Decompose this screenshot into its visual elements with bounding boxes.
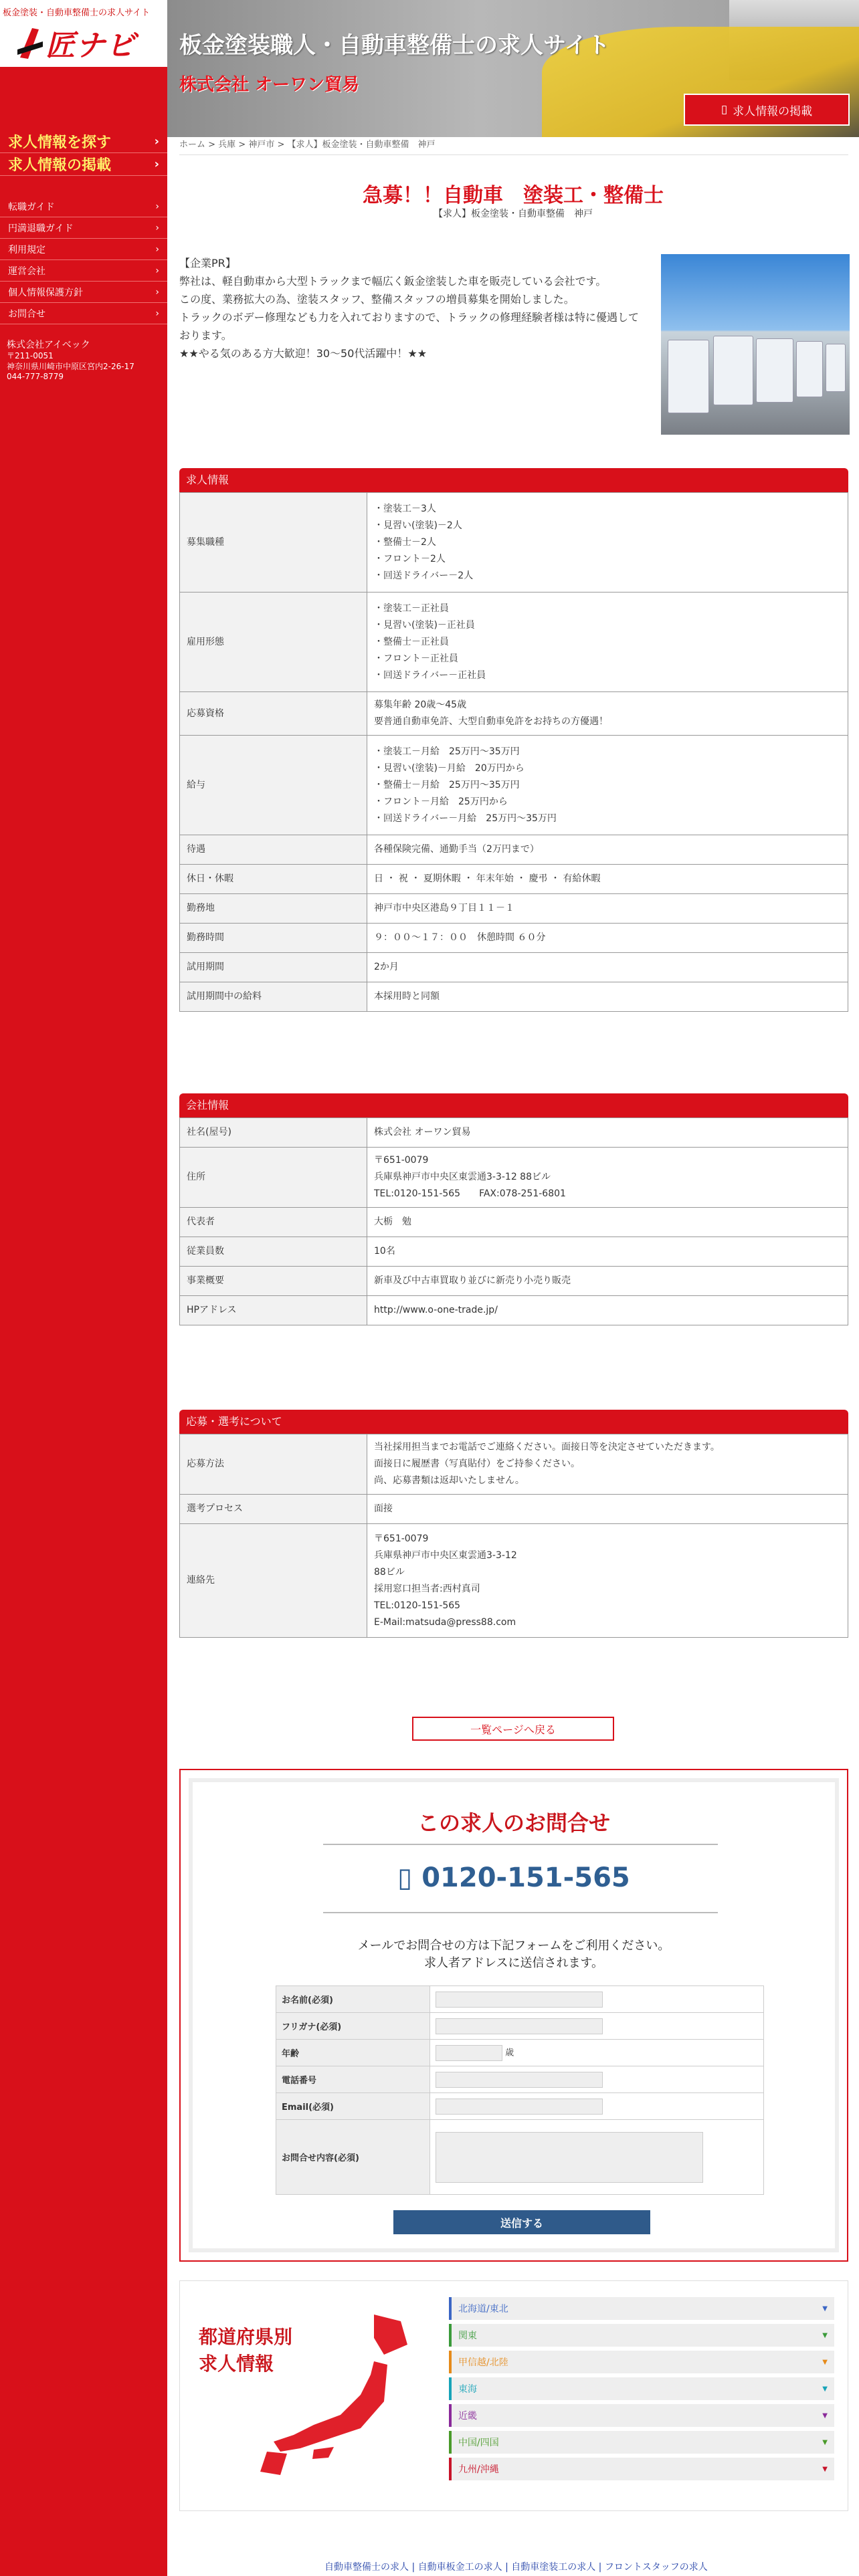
row-label: 事業概要: [180, 1267, 367, 1296]
chevron-right-icon: ›: [155, 222, 159, 233]
pr-heading: 【企業PR】: [179, 257, 236, 270]
value-line: ・整備士－2人: [374, 536, 436, 548]
region-label: 中国/四国: [458, 2438, 499, 2448]
region-item-tokai[interactable]: [449, 2377, 834, 2400]
value-line: 当社採用担当までお電話でご連絡ください。面接日等を決定させていただきます。: [374, 1442, 720, 1453]
region-label: 東海: [458, 2384, 477, 2395]
table-row: [180, 865, 848, 894]
chevron-right-icon: ›: [155, 243, 159, 255]
row-label: 応募資格: [180, 692, 367, 736]
row-value: ９：００～１７：００ 休憩時間 ６０分: [367, 924, 848, 953]
value-line: ・回送ドライバー－2人: [374, 570, 474, 581]
table-row: [180, 953, 848, 982]
breadcrumb[interactable]: ホーム > 兵庫 > 神戸市 > 【求人】板金塗装・自動車整備 神戸: [179, 140, 436, 150]
company-pr: [179, 254, 648, 362]
homepage-link[interactable]: http://www.o-one-trade.jp/: [374, 1305, 498, 1315]
furigana-input[interactable]: [436, 2018, 603, 2034]
table-row: [180, 593, 848, 692]
table-row: [180, 1495, 848, 1524]
value-line: ・塗装工－3人: [374, 503, 436, 514]
chevron-right-icon: ›: [154, 157, 159, 171]
header-banner: [167, 0, 859, 137]
chevron-down-icon: ▼: [822, 2358, 828, 2366]
row-value: 10名: [367, 1237, 848, 1267]
table-row: [180, 1118, 848, 1148]
post-job-button[interactable]: [684, 94, 850, 126]
pr-line: 弊社は、軽自動車から大型トラックまで幅広く鈑金塗装した車を販売している会社です。: [179, 275, 607, 288]
name-input[interactable]: [436, 1992, 603, 2008]
sidebar-item-terms[interactable]: [0, 239, 167, 260]
site-tagline: 板金塗装・自動車整備士の求人サイト: [3, 8, 151, 18]
chevron-down-icon: ▼: [822, 2385, 828, 2393]
breadcrumb-divider: [179, 154, 848, 155]
table-row: [180, 1237, 848, 1267]
value-line: TEL:0120-151-565 FAX:078-251-6801: [374, 1188, 566, 1199]
prefecture-title-line: 都道府県別: [199, 2326, 293, 2348]
chevron-right-icon: ›: [155, 265, 159, 276]
sidebar-search-jobs[interactable]: [0, 130, 167, 153]
operator-info: [0, 324, 167, 383]
value-line: 兵庫県神戸市中央区東雲通3-3-12: [374, 1549, 517, 1561]
sidebar-item-label: 転職ガイド: [8, 201, 55, 213]
footer-links[interactable]: 自動車整備士の求人 | 自動車板金工の求人 | 自動車塗装工の求人 | フロントスタッフの求人: [324, 2562, 708, 2573]
value-line: ・整備士－正社員: [374, 636, 449, 647]
trucks-photo: [661, 254, 850, 435]
logo-mark-icon: [16, 23, 45, 63]
chevron-down-icon: ▼: [822, 2465, 828, 2473]
sidebar-post-jobs-label: 求人情報の掲載: [8, 157, 112, 174]
furigana-label: フリガナ(必須): [276, 2013, 430, 2040]
sidebar-post-jobs[interactable]: [0, 153, 167, 176]
sidebar-item-label: 利用規定: [8, 244, 45, 255]
region-label: 関東: [458, 2331, 477, 2341]
region-item-kyushu-okinawa[interactable]: [449, 2458, 834, 2480]
divider: [323, 1844, 718, 1845]
chevron-right-icon: ›: [155, 201, 159, 212]
region-item-hokkaido-tohoku[interactable]: [449, 2297, 834, 2320]
sidebar: [0, 0, 167, 2576]
table-row: [180, 1148, 848, 1208]
sidebar-item-label: お問合せ: [8, 308, 45, 320]
post-job-button-label: 求人情報の掲載: [733, 104, 813, 118]
row-value: [367, 692, 848, 736]
row-value: [367, 1148, 848, 1208]
operator-tel: 044-777-8779: [7, 372, 64, 382]
operator-name: 株式会社アイベック: [7, 340, 90, 350]
table-row: [180, 1208, 848, 1237]
row-label: 選考プロセス: [180, 1495, 367, 1524]
region-label: 九州/沖縄: [458, 2464, 499, 2475]
contact-phone-number: 0120-151-565: [421, 1862, 630, 1893]
value-line: 88ビル: [374, 1566, 405, 1578]
table-row: [180, 1524, 848, 1638]
value-line: ・見習い(塗装)－2人: [374, 520, 462, 531]
age-unit: 歳: [505, 2048, 514, 2058]
value-line: ・見習い(塗装)－正社員: [374, 619, 475, 631]
operator-zip: 〒211-0051: [7, 351, 54, 361]
value-line: 採用窓口担当者:西村真司: [374, 1583, 480, 1594]
row-label: 勤務時間: [180, 924, 367, 953]
contact-inner: [189, 1778, 839, 2252]
contact-message-line: 求人者アドレスに送信されます。: [423, 1956, 604, 1970]
row-label: 連絡先: [180, 1524, 367, 1638]
value-line: ・塗装工－月給 25万円～35万円: [374, 746, 520, 757]
document-icon: ▯: [721, 103, 728, 116]
sidebar-item-label: 運営会社: [8, 265, 45, 277]
chevron-down-icon: ▼: [822, 2438, 828, 2446]
value-line: 要普通自動車免許、大型自動車免許をお持ちの方優遇！: [374, 716, 608, 727]
row-value: [367, 593, 848, 692]
row-value: [367, 1434, 848, 1495]
chevron-right-icon: ›: [154, 134, 159, 148]
site-logo[interactable]: [16, 20, 150, 66]
sidebar-item-resign-guide[interactable]: [0, 217, 167, 239]
back-to-list-button[interactable]: 一覧ページへ戻る: [412, 1717, 614, 1741]
region-label: 北海道/東北: [458, 2304, 508, 2315]
japan-map-icon: [240, 2308, 414, 2482]
sidebar-item-contact[interactable]: [0, 303, 167, 324]
operator-address: 神奈川県川崎市中原区宮内2-26-17: [7, 361, 134, 371]
table-row: [180, 835, 848, 865]
table-row: [180, 1296, 848, 1325]
row-label: 従業員数: [180, 1237, 367, 1267]
value-line: ・回送ドライバー－月給 25万円～35万円: [374, 813, 557, 824]
table-row: [180, 493, 848, 593]
phone-icon: ▯: [397, 1862, 413, 1893]
row-label: 試用期間中の給料: [180, 982, 367, 1012]
table-row: [180, 692, 848, 736]
job-info-table: [179, 492, 848, 1012]
row-value: 各種保険完備、通勤手当（2万円まで）: [367, 835, 848, 865]
chevron-right-icon: ›: [155, 308, 159, 319]
job-info-heading: 求人情報: [179, 468, 848, 492]
value-line: 兵庫県神戸市中央区東雲通3-3-12 88ビル: [374, 1172, 551, 1182]
company-info-heading: 会社情報: [179, 1093, 848, 1117]
header-title: 板金塗装職人・自動車整備士の求人サイト: [179, 32, 610, 59]
value-line: ・回送ドライバー－正社員: [374, 669, 486, 681]
email-input[interactable]: [436, 2099, 603, 2115]
inquiry-label: お問合せ内容(必須): [276, 2120, 430, 2195]
phone-input[interactable]: [436, 2072, 603, 2088]
inquiry-textarea[interactable]: [436, 2132, 703, 2183]
row-label: 休日・休暇: [180, 865, 367, 894]
sidebar-item-label: 円満退職ガイド: [8, 223, 74, 234]
sidebar-item-operator[interactable]: [0, 260, 167, 282]
row-value: 大栃 勉: [367, 1208, 848, 1237]
row-value: 本採用時と同額: [367, 982, 848, 1012]
pr-line: トラックのボデー修理なども力を入れておりますので、トラックの修理経験者様は特に優遇しております。: [179, 311, 640, 342]
prefecture-title-line: 求人情報: [199, 2353, 274, 2375]
age-input[interactable]: [436, 2045, 502, 2061]
row-value: 2か月: [367, 953, 848, 982]
region-item-kinki[interactable]: [449, 2404, 834, 2427]
row-value: 神戸市中央区港島９丁目１１－１: [367, 894, 848, 924]
sidebar-search-jobs-label: 求人情報を探す: [8, 134, 112, 151]
row-label: 勤務地: [180, 894, 367, 924]
table-row: [180, 736, 848, 835]
sidebar-item-label: 個人情報保護方針: [8, 287, 83, 298]
row-label: 代表者: [180, 1208, 367, 1237]
chevron-down-icon: ▼: [822, 2304, 828, 2313]
row-label: 雇用形態: [180, 593, 367, 692]
logo-area: [0, 0, 167, 67]
sidebar-item-career-guide[interactable]: [0, 196, 167, 217]
age-label: 年齢: [276, 2040, 430, 2066]
row-label: 募集職種: [180, 493, 367, 593]
header-company-name: 株式会社 オーワン貿易: [179, 75, 360, 95]
value-line: 〒651-0079: [374, 1533, 429, 1544]
row-label: 給与: [180, 736, 367, 835]
apply-info-table: [179, 1434, 848, 1638]
contact-message: [193, 1937, 835, 1972]
contact-phone[interactable]: [193, 1862, 835, 1893]
value-line: ・見習い(塗装)－月給 20万円から: [374, 762, 524, 774]
value-line: 尚、応募書類は返却いたしません。: [374, 1475, 524, 1486]
divider: [323, 1912, 718, 1913]
table-row: [180, 1434, 848, 1495]
region-item-kanto[interactable]: [449, 2324, 834, 2347]
table-row: [180, 982, 848, 1012]
company-info-table: [179, 1117, 848, 1325]
contact-message-line: メールでお問合せの方は下記フォームをご利用ください。: [357, 1939, 670, 1953]
pr-line: この度、業務拡大の為、塗装スタッフ、整備スタッフの増員募集を開始しました。: [179, 293, 575, 306]
row-label: 住所: [180, 1148, 367, 1208]
region-item-koshinetsu-hokuriku[interactable]: [449, 2351, 834, 2373]
chevron-right-icon: ›: [155, 286, 159, 298]
sidebar-item-privacy[interactable]: [0, 282, 167, 303]
email-label: Email(必須): [276, 2093, 430, 2120]
row-value: 面接: [367, 1495, 848, 1524]
name-label: お名前(必須): [276, 1986, 430, 2013]
value-line: ・フロント－2人: [374, 553, 446, 564]
value-line: ・フロント－月給 25万円から: [374, 796, 508, 807]
chevron-down-icon: ▼: [822, 2331, 828, 2339]
submit-button[interactable]: 送信する: [393, 2210, 650, 2234]
row-label: 応募方法: [180, 1434, 367, 1495]
table-row: [180, 1267, 848, 1296]
value-line: ・整備士－月給 25万円～35万円: [374, 779, 520, 790]
region-item-chugoku-shikoku[interactable]: [449, 2431, 834, 2454]
table-row: [180, 894, 848, 924]
row-label: 社名(屋号): [180, 1118, 367, 1148]
apply-info-heading: 応募・選考について: [179, 1410, 848, 1434]
row-value: [367, 493, 848, 593]
chevron-down-icon: ▼: [822, 2411, 828, 2420]
job-title: 急募！！自動車 塗装工・整備士: [363, 184, 664, 207]
logo-text: 匠ナビ: [45, 29, 136, 63]
value-line: 募集年齢 20歳～45歳: [374, 700, 467, 710]
value-line: ・フロント－正社員: [374, 653, 458, 664]
value-line: 〒651-0079: [374, 1155, 429, 1166]
job-subtitle: 【求人】板金塗装・自動車整備 神戸: [434, 209, 593, 219]
contact-title: この求人のお問合せ: [417, 1810, 610, 1836]
row-value: 日 ・ 祝 ・ 夏期休暇 ・ 年末年始 ・ 慶弔 ・ 有給休暇: [367, 865, 848, 894]
prefecture-section: [179, 2280, 848, 2511]
region-list: [449, 2297, 834, 2484]
value-line: 面接日に履歴書（写真貼付）をご持参ください。: [374, 1459, 580, 1469]
value-line: TEL:0120-151-565: [374, 1600, 461, 1611]
row-label: HPアドレス: [180, 1296, 367, 1325]
contact-section: [179, 1769, 848, 2262]
row-value: 株式会社 オーワン貿易: [367, 1118, 848, 1148]
row-value: [367, 736, 848, 835]
row-label: 待遇: [180, 835, 367, 865]
value-line: E-Mail:matsuda@press88.com: [374, 1616, 516, 1628]
phone-label: 電話番号: [276, 2066, 430, 2093]
row-label: 試用期間: [180, 953, 367, 982]
row-value: [367, 1296, 848, 1325]
region-label: 甲信越/北陸: [458, 2357, 508, 2368]
pr-line: ★★やる気のある方大歓迎！30～50代活躍中！★★: [179, 347, 427, 360]
value-line: ・塗装工－正社員: [374, 603, 449, 614]
row-value: [367, 1524, 848, 1638]
table-row: [180, 924, 848, 953]
row-value: 新車及び中古車買取り並びに新売り小売り販売: [367, 1267, 848, 1296]
contact-form: [276, 1985, 764, 2195]
region-label: 近畿: [458, 2411, 477, 2422]
